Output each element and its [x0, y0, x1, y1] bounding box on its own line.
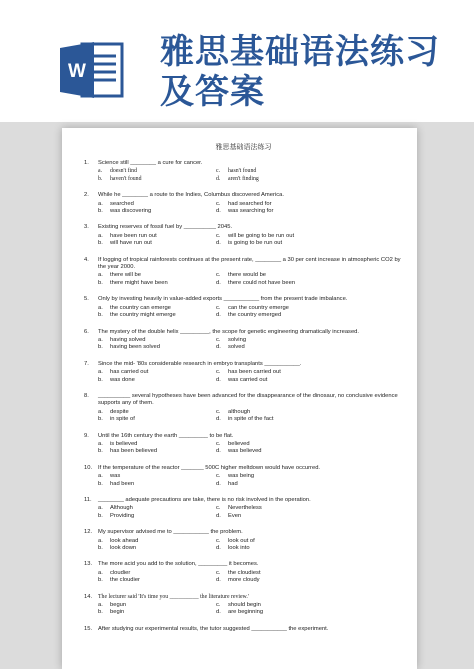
question-row — [84, 465, 403, 472]
question-item — [84, 257, 403, 288]
option-letter: a. — [98, 232, 103, 239]
question-number: 11. — [84, 497, 92, 503]
option-letter: c. — [216, 168, 221, 175]
answer-option — [216, 538, 336, 545]
option-text: having solved — [110, 336, 146, 343]
option-letter: d. — [216, 480, 221, 487]
option-letter: c. — [216, 200, 221, 207]
question-item — [84, 433, 403, 456]
question-number: 7. — [84, 360, 89, 367]
question-item — [84, 561, 403, 584]
option-text: despite — [110, 408, 129, 415]
option-text: have been run out — [110, 232, 157, 239]
option-text: having been solved — [110, 344, 160, 351]
question-item — [84, 465, 403, 488]
option-letter: d. — [216, 312, 221, 319]
question-row — [84, 393, 403, 408]
question-stem: The lecturer said 'It's time you __________ the literature review.' — [98, 593, 249, 600]
answer-option — [98, 312, 216, 319]
question-stem: Until the 16th century the earth _________ to be flat. — [98, 432, 234, 439]
question-row — [84, 257, 403, 272]
question-stem: The more acid you add to the solution, _________ it becomes. — [98, 561, 259, 568]
option-text: solved — [228, 344, 245, 351]
question-number: 3. — [84, 224, 89, 231]
option-text: there would be — [228, 272, 267, 279]
option-text: look down — [110, 545, 137, 552]
option-letter: a. — [98, 336, 103, 343]
question-stem: While he ________ a route to the Indies, Columbus discovered America. — [98, 192, 284, 199]
question-stem: The mystery of the double helix _________, the scope for genetic engineering dramatically increased. — [98, 328, 360, 335]
question-row — [84, 433, 403, 440]
answer-option — [216, 233, 336, 240]
option-text: haven't found — [110, 175, 142, 182]
option-text: more cloudy — [228, 577, 260, 584]
answer-option — [98, 513, 216, 520]
option-text: doesn't find — [110, 168, 137, 175]
option-text: the country might emerge — [110, 312, 176, 319]
question-row — [84, 561, 403, 568]
option-text: in spite of the fact — [228, 416, 274, 423]
option-text: Even — [228, 512, 242, 519]
answer-option — [98, 201, 216, 208]
question-number: 9. — [84, 432, 89, 439]
option-text: was carried out — [228, 376, 268, 383]
answer-options — [98, 168, 403, 183]
answer-option — [216, 337, 336, 344]
answer-options — [98, 201, 403, 216]
svg-text:W: W — [68, 61, 86, 82]
question-item — [84, 329, 403, 352]
question-list — [84, 160, 403, 633]
answer-option — [98, 577, 216, 584]
option-letter: a. — [98, 537, 103, 544]
answer-option — [98, 481, 216, 488]
answer-option — [98, 448, 216, 455]
option-letter: c. — [216, 304, 221, 311]
answer-option — [98, 505, 216, 512]
answer-option — [98, 416, 216, 423]
question-item — [84, 594, 403, 617]
option-letter: c. — [216, 537, 221, 544]
option-text: there might have been — [110, 279, 168, 286]
option-letter: b. — [98, 175, 103, 182]
option-letter: d. — [216, 344, 221, 351]
answer-option — [216, 570, 336, 577]
question-stem: ________ adequate precautions are take, there is no risk involved in the operation. — [98, 497, 311, 503]
option-text: had — [228, 480, 238, 487]
question-row — [84, 529, 403, 536]
title-line-1: 雅思基础语法练习 — [160, 32, 440, 72]
option-letter: b. — [98, 609, 103, 616]
option-letter: b. — [98, 416, 103, 423]
answer-option — [216, 473, 336, 480]
option-letter: a. — [98, 569, 103, 576]
question-row — [84, 296, 403, 303]
answer-options — [98, 602, 403, 617]
option-letter: d. — [216, 577, 221, 584]
question-stem: __________ several hypotheses have been advanced for the disappearance of the dinosaur, no conclusive evidence supports any of them. — [98, 392, 398, 407]
answer-option — [216, 577, 336, 584]
question-number: 14. — [84, 593, 93, 600]
answer-option — [98, 305, 216, 312]
question-stem: Since the mid- '80s considerable research in embryo transplants ___________. — [98, 360, 302, 367]
option-text: look ahead — [110, 537, 139, 544]
option-text: is believed — [110, 440, 138, 447]
option-letter: d. — [216, 545, 221, 552]
option-letter: d. — [216, 416, 221, 423]
question-item — [84, 160, 403, 183]
question-number: 4. — [84, 256, 89, 263]
answer-option — [98, 240, 216, 247]
question-item — [84, 393, 403, 424]
option-letter: b. — [98, 208, 103, 215]
option-letter: a. — [98, 200, 103, 207]
option-letter: d. — [216, 609, 221, 616]
answer-option — [98, 377, 216, 384]
question-item — [84, 529, 403, 552]
word-document-icon — [60, 40, 126, 100]
answer-options — [98, 538, 403, 553]
option-text: was done — [110, 376, 135, 383]
option-text: there will be — [110, 272, 141, 279]
option-letter: a. — [98, 369, 103, 376]
option-text: had been — [110, 480, 135, 487]
answer-option — [98, 441, 216, 448]
option-text: Providing — [110, 512, 135, 519]
option-text: had searched for — [228, 200, 272, 207]
option-letter: b. — [98, 344, 103, 351]
document-title: 雅思基础语法练习 — [215, 144, 272, 151]
question-stem: Science still ________ a cure for cancer. — [98, 160, 203, 166]
answer-option — [216, 280, 336, 287]
question-row — [84, 329, 403, 336]
option-text: begin — [110, 609, 125, 616]
option-letter: a. — [98, 272, 103, 279]
option-letter: b. — [98, 577, 103, 584]
question-row — [84, 160, 403, 167]
answer-option — [216, 481, 336, 488]
question-item — [84, 224, 403, 247]
answer-option — [216, 513, 336, 520]
option-letter: a. — [98, 440, 103, 447]
answer-options — [98, 305, 403, 320]
question-item — [84, 192, 403, 215]
option-letter: c. — [216, 369, 221, 376]
option-letter: d. — [216, 448, 221, 455]
answer-option — [98, 409, 216, 416]
option-text: the country can emerge — [110, 304, 171, 311]
answer-option — [98, 473, 216, 480]
option-letter: c. — [216, 408, 221, 415]
option-text: are beginning — [228, 609, 264, 616]
option-text: has been believed — [110, 448, 158, 455]
answer-option — [98, 538, 216, 545]
answer-option — [98, 280, 216, 287]
answer-option — [98, 208, 216, 215]
question-number: 10. — [84, 464, 93, 471]
answer-option — [98, 176, 216, 183]
option-letter: b. — [98, 480, 103, 487]
answer-option — [98, 168, 216, 175]
question-item — [84, 296, 403, 319]
option-letter: c. — [216, 569, 221, 576]
question-number: 13. — [84, 561, 93, 568]
answer-option — [98, 570, 216, 577]
question-stem: Only by investing heavily in value-added exports ___________ from the present trade imbalance. — [98, 296, 348, 303]
option-text: was searching for — [228, 208, 274, 215]
option-text: cloudier — [110, 569, 131, 576]
answer-options — [98, 409, 403, 424]
question-row — [84, 192, 403, 199]
answer-option — [98, 233, 216, 240]
option-letter: a. — [98, 602, 103, 609]
answer-options — [98, 505, 403, 520]
option-letter: b. — [98, 279, 103, 286]
option-letter: c. — [216, 272, 221, 279]
option-letter: a. — [98, 473, 103, 480]
answer-option — [216, 272, 336, 279]
option-text: is going to be run out — [228, 240, 283, 247]
option-text: can the country emerge — [228, 304, 289, 311]
answer-option — [216, 312, 336, 319]
option-text: the country emerged — [228, 312, 282, 319]
question-row — [84, 594, 403, 601]
question-item — [84, 626, 403, 633]
option-letter: b. — [98, 545, 103, 552]
answer-options — [98, 570, 403, 585]
question-number: 12. — [84, 529, 93, 536]
option-letter: d. — [216, 240, 221, 247]
option-letter: b. — [98, 240, 103, 247]
option-text: the cloudier — [110, 577, 140, 584]
answer-option — [216, 409, 336, 416]
option-text: Although — [110, 505, 133, 512]
header-banner — [0, 0, 474, 122]
question-stem: If the temperature of the reactor _______ 500C higher meltdown would have occurred. — [98, 464, 321, 471]
question-row — [84, 497, 403, 504]
answer-option — [98, 602, 216, 609]
question-stem: Existing reserves of fossil fuel by __________ 2045. — [98, 224, 233, 231]
answer-option — [216, 369, 336, 376]
answer-option — [216, 416, 336, 423]
answer-option — [216, 448, 336, 455]
option-text: searched — [110, 200, 134, 207]
option-letter: a. — [98, 505, 103, 512]
option-text: look out of — [228, 537, 255, 544]
answer-option — [216, 305, 336, 312]
option-letter: c. — [216, 232, 221, 239]
option-letter: c. — [216, 440, 221, 447]
answer-option — [216, 602, 336, 609]
answer-option — [98, 272, 216, 279]
option-text: hasn't found — [228, 168, 257, 175]
option-text: Nevertheless — [228, 505, 262, 512]
answer-option — [98, 344, 216, 351]
answer-option — [98, 545, 216, 552]
answer-options — [98, 441, 403, 456]
answer-options — [98, 337, 403, 352]
answer-option — [216, 377, 336, 384]
option-text: should begin — [228, 602, 261, 609]
question-item — [84, 497, 403, 520]
option-text: was discovering — [110, 208, 152, 215]
option-text: look into — [228, 545, 250, 552]
question-stem: If logging of tropical rainforests continues at the present rate, ________ a 30 per cent increase in atmospheric CO2 by the year 2000. — [98, 256, 401, 271]
question-number: 2. — [84, 192, 89, 199]
option-letter: a. — [98, 168, 103, 175]
option-text: will have run out — [110, 240, 152, 247]
option-letter: d. — [216, 175, 221, 182]
option-text: in spite of — [110, 416, 135, 423]
option-text: will be going to be run out — [228, 232, 295, 239]
question-stem: After studying our experimental results, the tutor suggested ___________ the experiment. — [98, 625, 329, 632]
answer-option — [216, 240, 336, 247]
answer-option — [216, 168, 336, 175]
option-letter: a. — [98, 304, 103, 311]
option-text: believed — [228, 440, 250, 447]
option-text: begun — [110, 602, 127, 609]
question-number: 5. — [84, 296, 89, 303]
document-page — [62, 128, 417, 669]
option-letter: d. — [216, 279, 221, 286]
answer-option — [216, 344, 336, 351]
answer-option — [216, 441, 336, 448]
answer-option — [98, 369, 216, 376]
option-text: aren't finding — [228, 175, 259, 182]
option-letter: b. — [98, 448, 103, 455]
answer-options — [98, 233, 403, 248]
option-letter: c. — [216, 505, 221, 512]
answer-options — [98, 272, 403, 287]
answer-option — [216, 505, 336, 512]
option-text: was — [110, 473, 121, 480]
option-text: the cloudiest — [228, 569, 261, 576]
option-letter: a. — [98, 408, 103, 415]
option-text: has been carried out — [228, 369, 281, 376]
question-row — [84, 224, 403, 231]
option-letter: d. — [216, 208, 221, 215]
option-text: there could not have been — [228, 279, 296, 286]
option-letter: d. — [216, 512, 221, 519]
option-text: has carried out — [110, 369, 149, 376]
question-number: 8. — [84, 392, 89, 399]
answer-option — [216, 609, 336, 616]
answer-option — [216, 201, 336, 208]
option-text: was believed — [228, 448, 262, 455]
option-letter: c. — [216, 336, 221, 343]
option-letter: b. — [98, 376, 103, 383]
question-row — [84, 626, 403, 633]
option-letter: c. — [216, 473, 221, 480]
option-text: solving — [228, 336, 247, 343]
option-letter: b. — [98, 512, 103, 519]
question-row — [84, 361, 403, 368]
option-text: was being — [228, 473, 255, 480]
option-text: although — [228, 408, 251, 415]
answer-option — [98, 337, 216, 344]
question-number: 6. — [84, 328, 89, 335]
question-stem: My supervisor advised me to ___________ the problem. — [98, 529, 243, 536]
answer-options — [98, 369, 403, 384]
option-letter: b. — [98, 312, 103, 319]
title-line-2: 及答案 — [160, 72, 265, 112]
question-number: 15. — [84, 625, 93, 632]
page-title — [160, 32, 460, 112]
option-letter: d. — [216, 376, 221, 383]
answer-options — [98, 473, 403, 488]
answer-option — [216, 176, 336, 183]
question-item — [84, 361, 403, 384]
answer-option — [216, 545, 336, 552]
option-letter: c. — [216, 602, 221, 609]
question-number: 1. — [84, 160, 89, 166]
answer-option — [216, 208, 336, 215]
answer-option — [98, 609, 216, 616]
